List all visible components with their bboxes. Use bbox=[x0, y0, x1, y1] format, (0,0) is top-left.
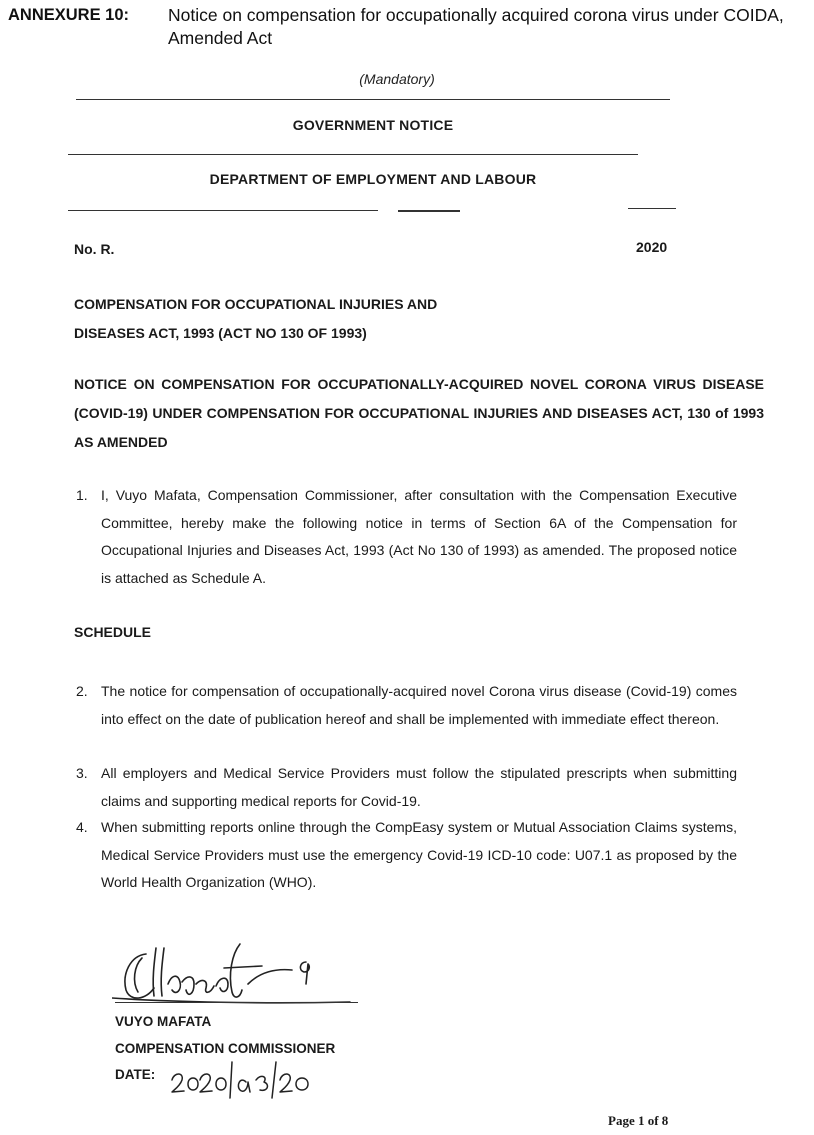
act-title-line: DISEASES ACT, 1993 (ACT NO 130 OF 1993) bbox=[74, 325, 367, 341]
divider-rule bbox=[76, 99, 670, 100]
notice-number: No. R. bbox=[74, 241, 115, 257]
annexure-label: ANNEXURE 10: bbox=[8, 6, 130, 24]
page-number: Page 1 of 8 bbox=[608, 1113, 669, 1128]
handwritten-signature bbox=[112, 940, 352, 1008]
signatory-name: VUYO MAFATA bbox=[115, 1014, 212, 1029]
paragraph-text: All employers and Medical Service Providers must follow the stipulated prescripts when submitting claims and supporting medical reports for Covid-19. bbox=[101, 765, 737, 809]
act-title bbox=[74, 290, 574, 348]
divider-rule bbox=[68, 210, 378, 211]
divider-rule bbox=[68, 154, 638, 155]
paragraph-text: When submitting reports online through the CompEasy system or Mutual Association Claims systems, Medical Service Providers must use the emergency Covid-19 ICD-10 code: U07.1 as proposed by the World Health Organization (WHO). bbox=[101, 819, 737, 890]
signature-line bbox=[115, 1002, 358, 1003]
annexure-title: Notice on compensation for occupationally acquired corona virus under COIDA, Amended Act bbox=[168, 5, 784, 48]
notice-year: 2020 bbox=[636, 239, 668, 255]
paragraph-number: 3. bbox=[76, 765, 88, 781]
paragraph-number: 4. bbox=[76, 819, 88, 835]
act-title-line: COMPENSATION FOR OCCUPATIONAL INJURIES AND bbox=[74, 296, 438, 312]
schedule-heading: SCHEDULE bbox=[74, 624, 152, 640]
handwritten-date bbox=[168, 1058, 328, 1100]
notice-title: NOTICE ON COMPENSATION FOR OCCUPATIONALLY-ACQUIRED NOVEL CORONA VIRUS DISEASE (COVID-19) UNDER COMPENSATION FOR OCCUPATIONAL INJURIES AND DISEASES ACT, 130 of 1993 AS AMENDED bbox=[74, 376, 764, 450]
signatory-title: COMPENSATION COMMISSIONER bbox=[115, 1041, 336, 1056]
paragraph-number: 2. bbox=[76, 683, 88, 699]
mandatory-note: (Mandatory) bbox=[359, 71, 435, 87]
paragraph-number: 1. bbox=[76, 487, 88, 503]
paragraph-text: The notice for compensation of occupationally-acquired novel Corona virus disease (Covid-19) comes into effect on the date of publication hereof and shall be implemented with immediate effect thereon. bbox=[101, 683, 737, 727]
department-heading: DEPARTMENT OF EMPLOYMENT AND LABOUR bbox=[209, 171, 537, 187]
paragraph-text: I, Vuyo Mafata, Compensation Commissioner, after consultation with the Compensation Executive Committee, hereby make the following notice in terms of Section 6A of the Compensation for Occupational Injuries and Diseases Act, 1993 (Act No 130 of 1993) as amended. The proposed notice is attached as Schedule A. bbox=[101, 487, 737, 586]
government-notice-heading: GOVERNMENT NOTICE bbox=[292, 117, 454, 133]
date-label: DATE: bbox=[115, 1067, 156, 1082]
divider-rule bbox=[398, 210, 460, 212]
divider-rule bbox=[628, 208, 676, 209]
